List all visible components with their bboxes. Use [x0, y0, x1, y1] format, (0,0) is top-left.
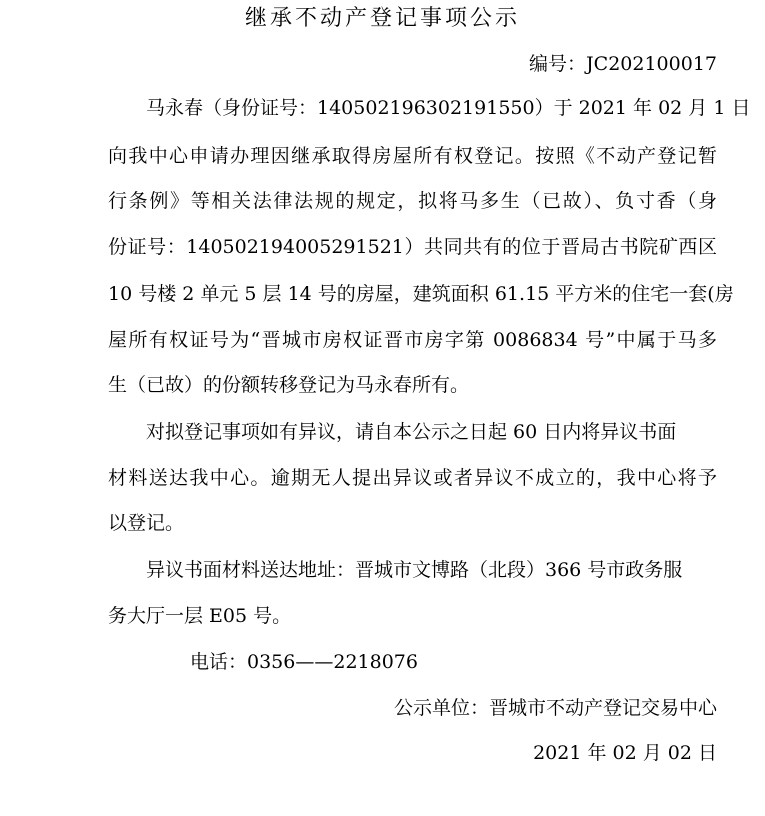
paragraph2-line1: 对拟登记事项如有异议，请自本公示之日起 60 日内将异议书面 — [146, 421, 677, 443]
paragraph3-line2: 务大厅一层 E05 号。 — [108, 605, 292, 627]
paragraph1-line6: 屋所有权证号为“晋城市房权证晋市房字第 0086834 号”中属于马多 — [108, 329, 717, 351]
publisher: 公示单位：晋城市不动产登记交易中心 — [393, 697, 717, 719]
document-number: 编号：JC202100017 — [529, 53, 717, 75]
paragraph1-line4: 份证号：140502194005291521）共同共有的位于晋局古书院矿西区 — [108, 236, 717, 258]
phone-number: 电话：0356——2218076 — [190, 651, 418, 673]
paragraph2-line3: 以登记。 — [108, 512, 185, 534]
paragraph3-line1: 异议书面材料送达地址：晋城市文博路（北段）366 号市政务服 — [146, 559, 683, 581]
paragraph1-line5: 10 号楼 2 单元 5 层 14 号的房屋，建筑面积 61.15 平方米的住宅一套(房 — [108, 283, 734, 305]
paragraph1-line7: 生（已故）的份额转移登记为马永春所有。 — [108, 374, 470, 396]
paragraph2-line2: 材料送达我中心。逾期无人提出异议或者异议不成立的，我中心将予 — [108, 467, 717, 489]
notice-date: 2021 年 02 月 02 日 — [533, 742, 717, 764]
paragraph1-line3: 行条例》等相关法律法规的规定，拟将马多生（已故）、负寸香（身 — [108, 190, 717, 212]
page-title: 继承不动产登记事项公示 — [244, 6, 520, 31]
paragraph1-line1: 马永春（身份证号：140502196302191550）于 2021 年 02 月 1 日 — [146, 97, 751, 119]
paragraph1-line2: 向我中心申请办理因继承取得房屋所有权登记。按照《不动产登记暂 — [108, 145, 717, 167]
